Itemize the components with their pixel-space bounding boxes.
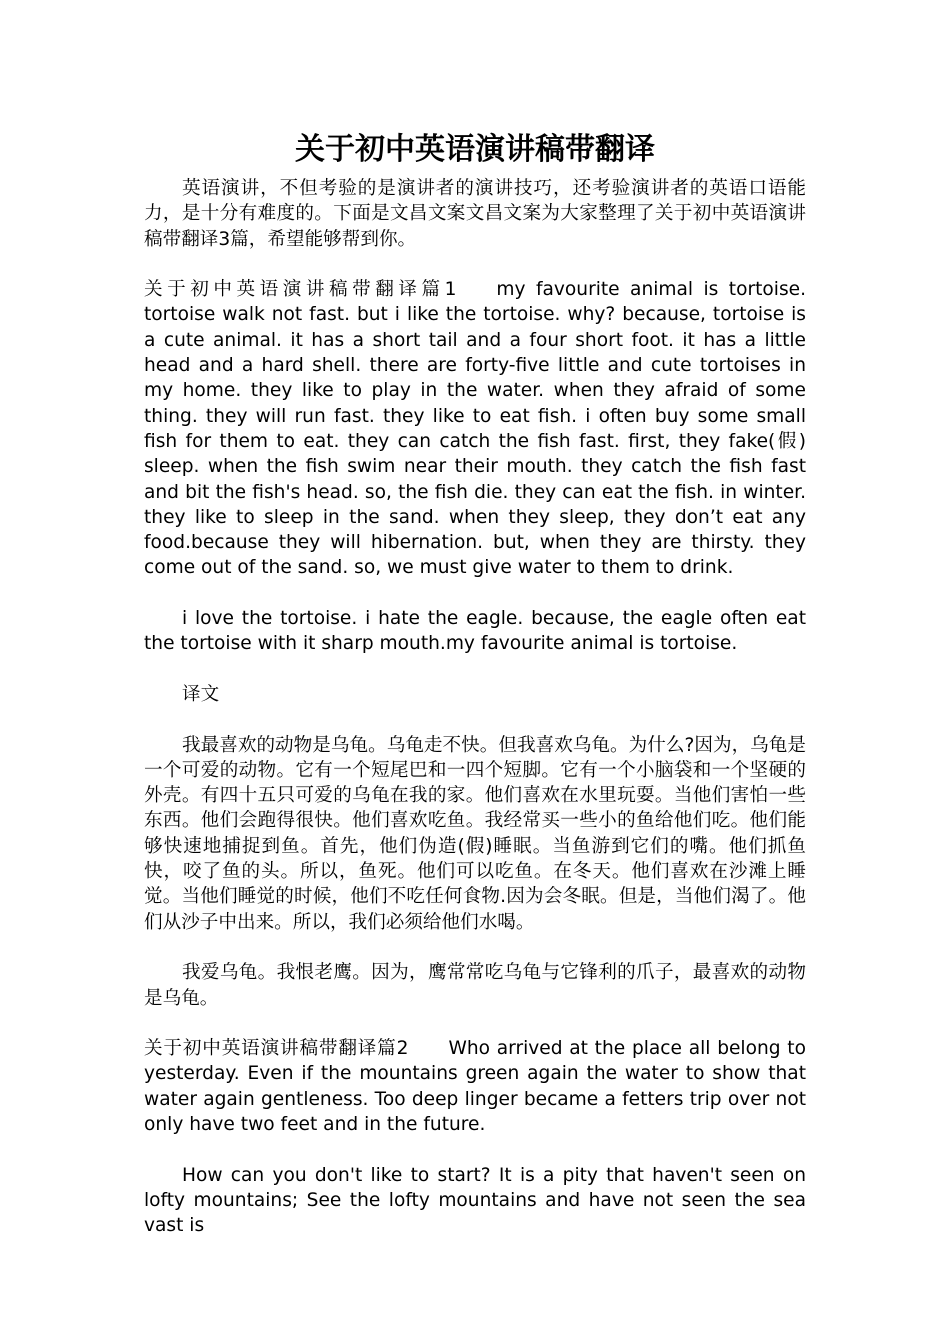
section2-paragraph-2: How can you don't like to start? It is a pity that haven't seen on lofty mountains; See the lofty mountains and have not seen the sea vast is — [144, 1164, 806, 1237]
section1-heading: 关于初中英语演讲稿带翻译篇1 — [144, 279, 457, 301]
section1-text: my favourite animal is tortoise. tortoise walk not fast. but i like the tortoise. why? because, tortoise is a cute animal. it has a short tail and a four short foot. it has a little head and a hard shell. there are forty-five little and cute tortoises in my home. they like to play in the water. when they afraid of some thing. they will run fast. they like to eat fish. i often buy some small fish for them to eat. they can catch the fish fast. first, they fake(假) sleep. when the fish swim near their mouth. they catch the fish fast and bit the fish's head. so, the fish die. they can eat the fish. in winter. they like to sleep in the sand. when they sleep, they don’t eat any food.because they will hibernation. but, when they are thirsty. they come out of the sand. so, we must give water to them to drink. — [144, 279, 806, 579]
section1-paragraph-2: i love the tortoise. i hate the eagle. because, the eagle often eat the tortoise with it sharp mouth.my favourite animal is tortoise. — [144, 608, 806, 655]
spacer — [144, 1137, 806, 1162]
document-title: 关于初中英语演讲稿带翻译 — [295, 132, 655, 167]
spacer — [144, 935, 806, 960]
spacer — [144, 252, 806, 277]
spacer — [144, 581, 806, 606]
section1-paragraph — [144, 277, 806, 581]
section2-text: Who arrived at the place all belong to yesterday. Even if the mountains green again the water to show that water again gentleness. Too deep linger became a fetters trip over not only have two feet and in the future. — [144, 1038, 806, 1135]
translation-paragraph-2: 我爱乌龟。我恨老鹰。因为，鹰常常吃乌龟与它锋利的爪子，最喜欢的动物是乌龟。 — [144, 962, 806, 1009]
spacer — [144, 707, 806, 732]
spacer — [144, 657, 806, 682]
translation-paragraph-1: 我最喜欢的动物是乌龟。乌龟走不快。但我喜欢乌龟。为什么?因为，乌龟是一个可爱的动物。它有一个短尾巴和一四个短脚。它有一个小脑袋和一个坚硬的外壳。有四十五只可爱的乌龟在我的家。他们喜欢在水里玩耍。当他们害怕一些东西。他们会跑得很快。他们喜欢吃鱼。我经常买一些小的鱼给他们吃。他们能够快速地捕捉到鱼。首先，他们伪造(假)睡眠。当鱼游到它们的嘴。他们抓鱼快，咬了鱼的头。所以，鱼死。他们可以吃鱼。在冬天。他们喜欢在沙滩上睡觉。当他们睡觉的时候，他们不吃任何食物.因为会冬眠。但是，当他们渴了。他们从沙子中出来。所以，我们必须给他们水喝。 — [144, 734, 806, 933]
section2-heading: 关于初中英语演讲稿带翻译篇2 — [144, 1038, 409, 1060]
intro-paragraph: 英语演讲，不但考验的是演讲者的演讲技巧，还考验演讲者的英语口语能力，是十分有难度的。下面是文昌文案文昌文案为大家整理了关于初中英语演讲稿带翻译3篇，希望能够帮到你。 — [144, 178, 806, 250]
spacer — [144, 1011, 806, 1036]
section2-paragraph — [144, 1036, 806, 1137]
document-page — [144, 128, 806, 1238]
translation-label: 译文 — [182, 683, 220, 705]
